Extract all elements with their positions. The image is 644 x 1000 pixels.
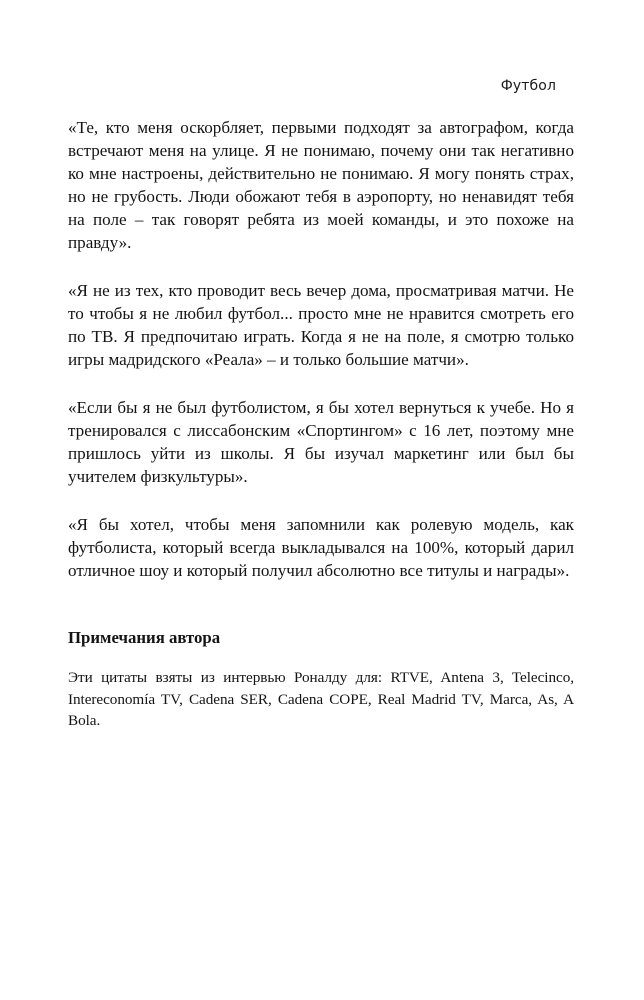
- quote-paragraph-3: «Если бы я не был футболистом, я бы хотел вернуться к учебе. Но я тренировался с лиссабонским «Спортингом» с 16 лет, поэтому мне пришлось уйти из школы. Я бы изучал маркетинг или был бы учителем физкультуры».: [68, 398, 574, 486]
- running-head-title: Футбол: [500, 78, 556, 94]
- quote-paragraph-4: «Я бы хотел, чтобы меня запомнили как ролевую модель, как футболиста, который всегда выкладывался на 100%, который дарил отличное шоу и который получил абсолютно все титулы и награды».: [68, 515, 574, 580]
- author-notes-text: Эти цитаты взяты из интервью Роналду для: RTVE, Antena 3, Telecinco, Intereconomía TV, Cadena SER, Cadena COPE, Real Madrid TV, Marca, As, A Bola.: [68, 669, 574, 729]
- page-body: [68, 116, 574, 732]
- author-notes-heading: Примечания автора: [68, 628, 221, 647]
- quote-paragraph-2: «Я не из тех, кто проводит весь вечер дома, просматривая матчи. Не то чтобы я не любил футбол... просто мне не нравится смотреть его по ТВ. Я предпочитаю играть. Когда я не на поле, я смотрю только игры мадридского «Реала» – и только большие матчи».: [68, 281, 574, 369]
- quote-paragraph-1: «Те, кто меня оскорбляет, первыми подходят за автографом, когда встречают меня на улице. Я не понимаю, почему они так негативно ко мне настроены, действительно не понимаю. Я могу понять страх, но не грубость. Люди обожают тебя в аэропорту, но ненавидят тебя на поле – так говорят ребята из моей команды, и это похоже на правду».: [68, 118, 574, 252]
